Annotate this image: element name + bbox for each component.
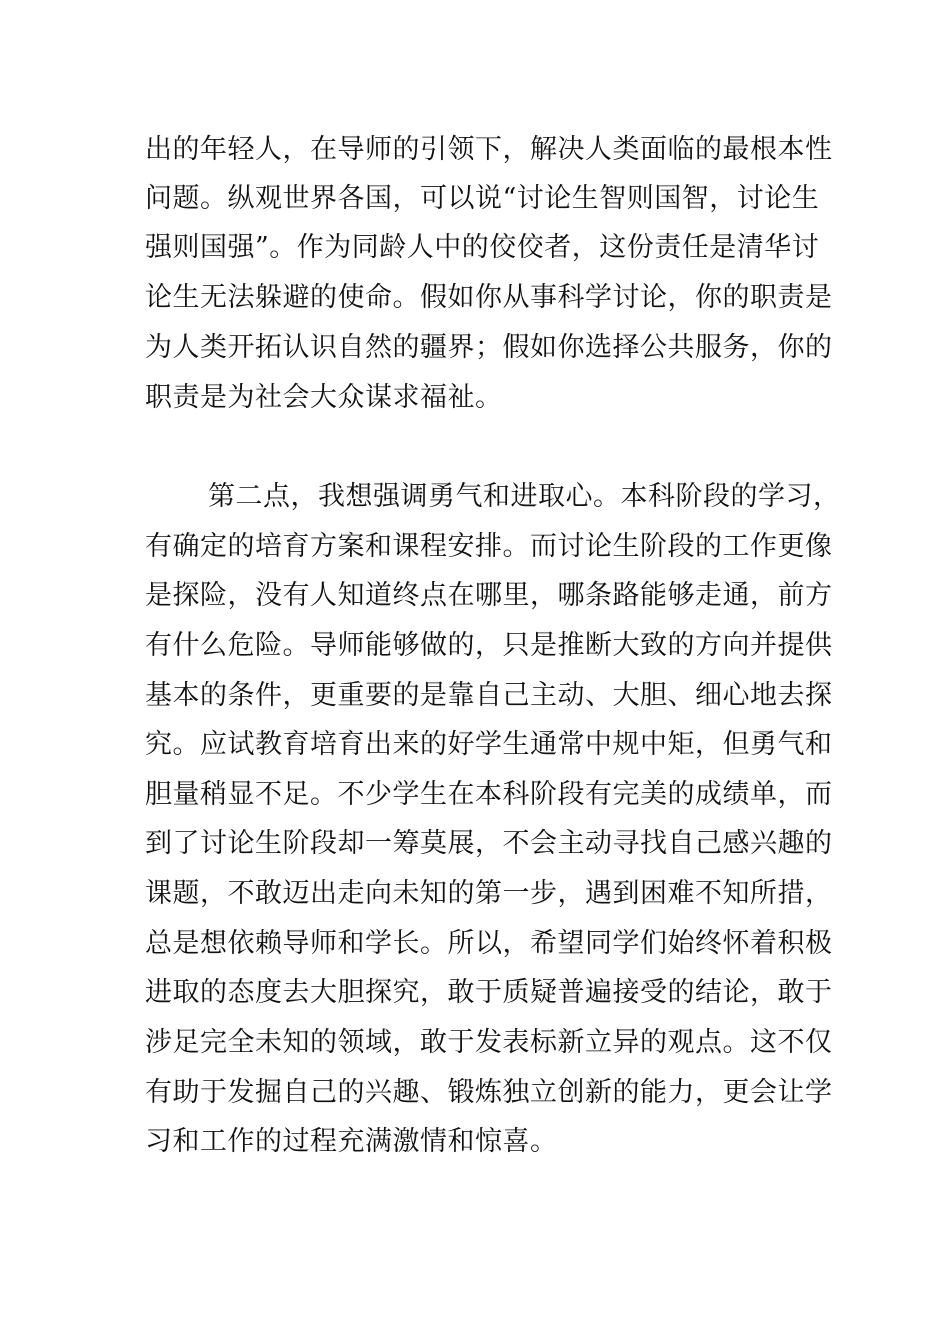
paragraph-line: 出的年轻人，在导师的引领下，解决人类面临的最根本性 xyxy=(145,134,833,165)
paragraph-line: 职责是为社会大众谋求福祉。 xyxy=(145,382,503,413)
paragraph-line: 问题。纵观世界各国，可以说“讨论生智则国智，讨论生 xyxy=(145,183,820,214)
paragraph-line: 有什么危险。导师能够做的，只是推断大致的方向并提供 xyxy=(145,630,833,661)
paragraph-line: 究。应试教育培育出来的好学生通常中规中矩，但勇气和 xyxy=(145,729,833,760)
paragraph-line: 习和工作的过程充满激情和惊喜。 xyxy=(145,1126,558,1157)
paragraph-line: 论生无法躲避的使命。假如你从事科学讨论，你的职责是 xyxy=(145,282,833,313)
paragraph-line: 涉足完全未知的领域，敢于发表标新立异的观点。这不仅 xyxy=(145,1027,833,1058)
paragraph-line: 进取的态度去大胆探究，敢于质疑普遍接受的结论，敢于 xyxy=(145,977,833,1008)
paragraph-line: 第二点，我想强调勇气和进取心。本科阶段的学习， xyxy=(208,481,841,512)
paragraph-line: 有确定的培育方案和课程安排。而讨论生阶段的工作更像 xyxy=(145,531,833,562)
paragraph-line: 强则国强”。作为同龄人中的佼佼者，这份责任是清华讨 xyxy=(145,232,820,263)
paragraph-line: 总是想依赖导师和学长。所以，希望同学们始终怀着积极 xyxy=(145,928,833,959)
paragraph-line: 基本的条件，更重要的是靠自己主动、大胆、细心地去探 xyxy=(145,680,833,711)
paragraph-line: 是探险，没有人知道终点在哪里，哪条路能够走通，前方 xyxy=(145,580,833,611)
paragraph-line: 为人类开拓认识自然的疆界；假如你选择公共服务，你的 xyxy=(145,332,833,363)
paragraph-line: 到了讨论生阶段却一筹莫展，不会主动寻找自己感兴趣的 xyxy=(145,828,833,859)
paragraph-line: 胆量稍显不足。不少学生在本科阶段有完美的成绩单，而 xyxy=(145,779,833,810)
paragraph-line: 课题，不敢迈出走向未知的第一步，遇到困难不知所措， xyxy=(145,878,833,909)
paragraph-line: 有助于发掘自己的兴趣、锻炼独立创新的能力，更会让学 xyxy=(145,1077,833,1108)
